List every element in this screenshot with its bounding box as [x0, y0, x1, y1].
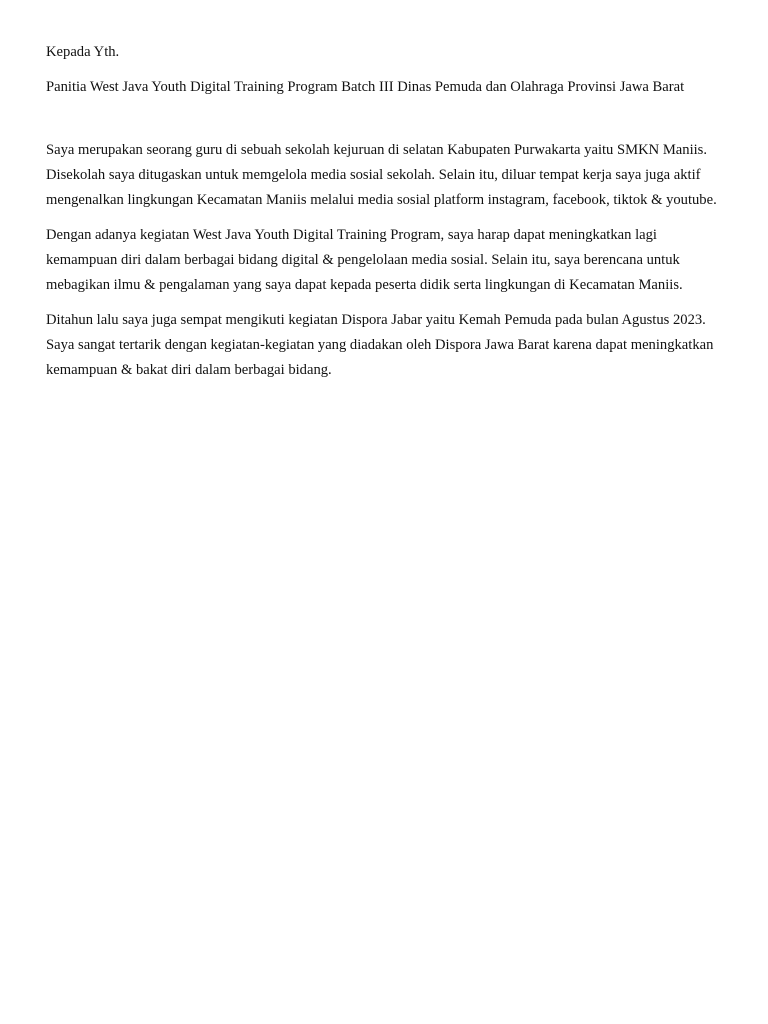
- paragraph-intro: Saya merupakan seorang guru di sebuah sekolah kejuruan di selatan Kabupaten Purwakarta yaitu SMKN Maniis. Disekolah saya ditugaskan untuk memgelola media sosial sekolah. Selain itu, diluar tempat kerja saya juga aktif mengenalkan lingkungan Kecamatan Maniis melalui media sosial platform instagram, facebook, tiktok & youtube.: [46, 142, 717, 208]
- paragraph-motivation: Dengan adanya kegiatan West Java Youth Digital Training Program, saya harap dapat meningkatkan lagi kemampuan diri dalam berbagai bidang digital & pengelolaan media sosial. Selain itu, saya berencana untuk mebagikan ilmu & pengalaman yang saya dapat kepada peserta didik serta lingkungan di Kecamatan Maniis.: [46, 227, 683, 293]
- paragraph-experience: Ditahun lalu saya juga sempat mengikuti kegiatan Dispora Jabar yaitu Kemah Pemuda pada bulan Agustus 2023. Saya sangat tertarik dengan kegiatan-kegiatan yang diadakan oleh Dispora Jawa Barat karena dapat meningkatkan kemampuan & bakat diri dalam berbagai bidang.: [46, 312, 714, 378]
- recipient: Panitia West Java Youth Digital Training Program Batch III Dinas Pemuda dan Olahraga Provinsi Jawa Barat: [46, 79, 685, 95]
- salutation: Kepada Yth.: [46, 44, 120, 60]
